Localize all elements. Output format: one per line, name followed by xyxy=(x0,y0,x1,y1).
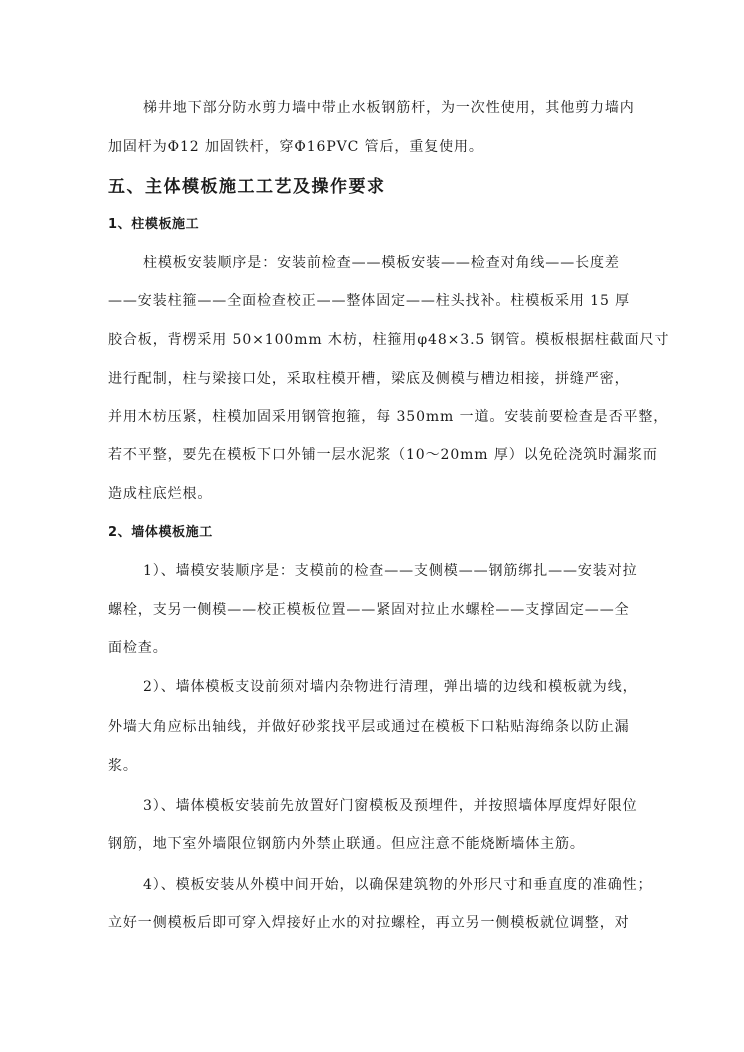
paragraph-line: 2）、墙体模板支设前须对墙内杂物进行清理，弹出墙的边线和模板就为线， xyxy=(143,679,638,695)
paragraph-line: 钢筋，地下室外墙限位钢筋内外禁止联通。但应注意不能烧断墙体主筋。 xyxy=(108,836,585,852)
paragraph-line: 4）、模板安装从外模中间开始，以确保建筑物的外形尺寸和垂直度的准确性； xyxy=(143,877,653,893)
paragraph-line: 立好一侧模板后即可穿入焊接好止水的对拉螺栓，再立另一侧模板就位调整，对 xyxy=(108,915,630,931)
paragraph-line: ——安装柱箍——全面检查校正——整体固定——柱头找补。柱模板采用 15 厚 xyxy=(108,293,631,309)
paragraph-line: 柱模板安装顺序是：安装前检查——模板安装——检查对角线——长度差 xyxy=(143,255,620,271)
paragraph-line: 造成柱底烂根。 xyxy=(108,486,213,502)
subsection-heading: 1、柱模板施工 xyxy=(108,217,200,232)
paragraph-line: 加固杆为Φ12 加固铁杆，穿Φ16PVC 管后，重复使用。 xyxy=(108,139,484,155)
subsection-heading: 2、墙体模板施工 xyxy=(108,525,213,540)
section-heading: 五、主体模板施工工艺及操作要求 xyxy=(108,177,386,197)
paragraph-line: 并用木枋压紧，柱模加固采用钢管抱箍，每 350mm 一道。安装前要检查是否平整， xyxy=(108,409,669,425)
paragraph-line: 螺栓，支另一侧模——校正模板位置——紧固对拉止水螺栓——支撑固定——全 xyxy=(108,602,630,618)
paragraph-line: 1）、墙模安装顺序是：支模前的检查——支侧模——钢筋绑扎——安装对拉 xyxy=(143,563,638,579)
paragraph-line: 进行配制，柱与梁接口处，采取柱模开槽，梁底及侧模与槽边相接，拼缝严密， xyxy=(108,371,630,387)
paragraph-line: 若不平整，要先在模板下口外铺一层水泥浆（10～20mm 厚）以免砼浇筑时漏浆而 xyxy=(108,447,658,463)
paragraph-line: 外墙大角应标出轴线，并做好砂浆找平层或通过在模板下口粘贴海绵条以防止漏 xyxy=(108,719,630,735)
paragraph-line: 梯井地下部分防水剪力墙中带止水板钢筋杆，为一次性使用，其他剪力墙内 xyxy=(143,100,635,116)
paragraph-line: 胶合板，背楞采用 50×100mm 木枋，柱箍用φ48×3.5 钢管。模板根据柱截面尺寸 xyxy=(108,332,670,348)
paragraph-line: 浆。 xyxy=(108,758,138,774)
paragraph-line: 3）、墙体模板安装前先放置好门窗模板及预埋件，并按照墙体厚度焊好限位 xyxy=(143,798,638,814)
paragraph-line: 面检查。 xyxy=(108,640,168,656)
